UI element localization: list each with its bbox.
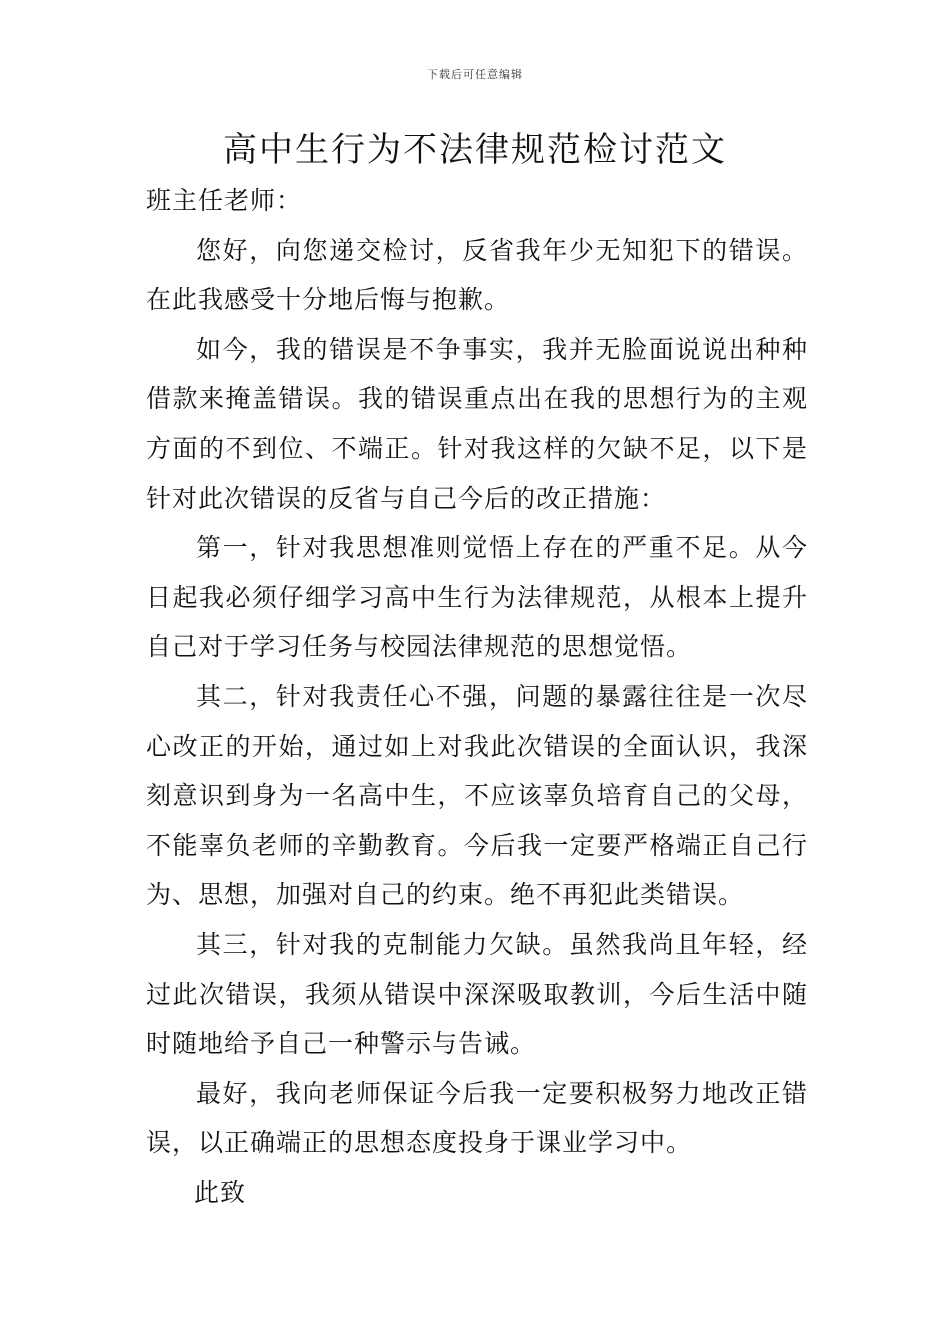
header-note: 下载后可任意编辑 xyxy=(427,68,523,81)
document-title: 高中生行为不法律规范检讨范文 xyxy=(223,130,727,170)
paragraph-1: 您好，向您递交检讨，反省我年少无知犯下的错误。在此我感受十分地后悔与抱歉。 xyxy=(146,235,808,315)
paragraph-3: 第一，针对我思想准则觉悟上存在的严重不足。从今日起我必须仔细学习高中生行为法律规范，从根本上提升自己对于学习任务与校园法律规范的思想觉悟。 xyxy=(146,533,808,662)
document-body xyxy=(146,176,808,1217)
paragraph-2: 如今，我的错误是不争事实，我并无脸面说说出种种借款来掩盖错误。我的错误重点出在我的思想行为的主观方面的不到位、不端正。针对我这样的欠缺不足，以下是针对此次错误的反省与自己今后的改正措施： xyxy=(146,334,808,513)
paragraph-4: 其二，针对我责任心不强，问题的暴露往往是一次尽心改正的开始，通过如上对我此次错误的全面认识，我深刻意识到身为一名高中生，不应该辜负培育自己的父母，不能辜负老师的辛勤教育。今后我一定要严格端正自己行为、思想，加强对自己的约束。绝不再犯此类错误。 xyxy=(146,681,808,910)
closing: 此致 xyxy=(194,1177,247,1207)
salutation: 班主任老师： xyxy=(146,186,303,215)
paragraph-5: 其三，针对我的克制能力欠缺。虽然我尚且年轻，经过此次错误，我须从错误中深深吸取教训，今后生活中随时随地给予自己一种警示与告诫。 xyxy=(146,929,808,1059)
paragraph-6: 最好，我向老师保证今后我一定要积极努力地改正错误，以正确端正的思想态度投身于课业学习中。 xyxy=(146,1078,808,1158)
